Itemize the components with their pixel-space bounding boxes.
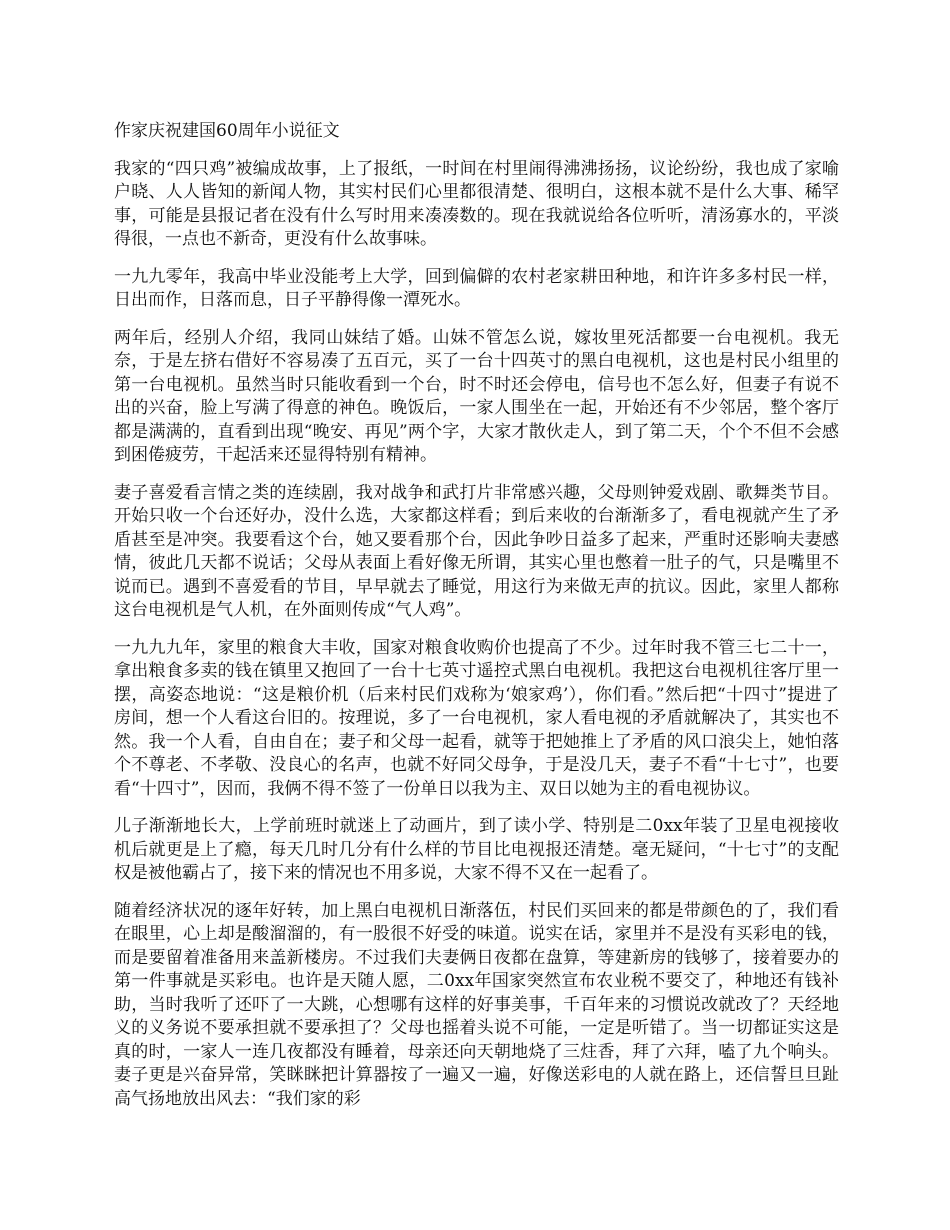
document-page xyxy=(114,120,839,1125)
paragraph-1: 我家的“四只鸡”被编成故事，上了报纸，一时间在村里闹得沸沸扬扬，议论纷纷，我也成了家喻户晓、人人皆知的新闻人物，其实村民们心里都很清楚、很明白，这根本就不是什么大事、稀罕事，可能是县报记者在没有什么写时用来凑凑数的。现在我就说给各位听听，清汤寡水的，平淡得很，一点也不新奇，更没有什么故事味。 xyxy=(114,158,839,249)
paragraph-4: 妻子喜爱看言情之类的连续剧，我对战争和武打片非常感兴趣，父母则钟爱戏剧、歌舞类节目。开始只收一个台还好办，没什么选，大家都这样看；到后来收的台渐渐多了，看电视就产生了矛盾甚至是冲突。我要看这个台，她又要看那个台，因此争吵日益多了起来，严重时还影响夫妻感情，彼此几天都不说话；父母从表面上看好像无所谓，其实心里也憋着一肚子的气，只是嘴里不说而已。遇到不喜爱看的节目，早早就去了睡觉，用这行为来做无声的抗议。因此，家里人都称这台电视机是气人机，在外面则传成“气人鸡”。 xyxy=(114,482,839,620)
paragraph-3: 两年后，经别人介绍，我同山妹结了婚。山妹不管怎么说，嫁妆里死活都要一台电视机。我无奈，于是左挤右借好不容易凑了五百元，买了一台十四英寸的黑白电视机，这也是村民小组里的第一台电视机。虽然当时只能收看到一个台，时不时还会停电，信号也不怎么好，但妻子有说不出的兴奋，脸上写满了得意的神色。晚饭后，一家人围坐在一起，开始还有不少邻居，整个客厅都是满满的，直看到出现“晚安、再见”两个字，大家才散伙走人，到了第二天，个个不但不会感到困倦疲劳，干起活来还显得特别有精神。 xyxy=(114,327,839,465)
paragraph-6: 儿子渐渐地长大，上学前班时就迷上了动画片，到了读小学、特别是二0xx年装了卫星电视接收机后就更是上了瘾，每天几时几分有什么样的节目比电视报还清楚。毫无疑问，“十七寸”的支配权是被他霸占了，接下来的情况也不用多说，大家不得不又在一起看了。 xyxy=(114,816,839,883)
paragraph-5: 一九九九年，家里的粮食大丰收，国家对粮食收购价也提高了不少。过年时我不管三七二十一，拿出粮食多卖的钱在镇里又抱回了一台十七英寸遥控式黑白电视机。我把这台电视机往客厅里一摆，高姿态地说：“这是粮价机（后来村民们戏称为‘娘家鸡’），你们看。”然后把“十四寸”提进了房间，想一个人看这台旧的。按理说，多了一台电视机，家人看电视的矛盾就解决了，其实也不然。我一个人看，自由自在；妻子和父母一起看，就等于把她推上了矛盾的风口浪尖上，她怕落个不尊老、不孝敬、没良心的名声，也就不好同父母争，于是没几天，妻子不看“十七寸”，也要看“十四寸”，因而，我俩不得不签了一份单日以我为主、双日以她为主的看电视协议。 xyxy=(114,637,839,799)
paragraph-7: 随着经济状况的逐年好转，加上黑白电视机日渐落伍，村民们买回来的都是带颜色的了，我们看在眼里，心上却是酸溜溜的，有一股很不好受的味道。说实在话，家里并不是没有买彩电的钱，而是要留着准备用来盖新楼房。不过我们夫妻俩日夜都在盘算，等建新房的钱够了，接着要办的第一件事就是买彩电。也许是天随人愿，二0xx年国家突然宣布农业税不要交了，种地还有钱补助，当时我听了还吓了一大跳，心想哪有这样的好事美事，千百年来的习惯说改就改了？天经地义的义务说不要承担就不要承担了？父母也摇着头说不可能，一定是听错了。当一切都证实这是真的时，一家人一连几夜都没有睡着，母亲还向天朝地烧了三炷香，拜了六拜，嗑了九个响头。妻子更是兴奋异常，笑眯眯把计算器按了一遍又一遍，好像送彩电的人就在路上，还信誓旦旦趾高气扬地放出风去：“我们家的彩 xyxy=(114,900,839,1109)
document-title: 作家庆祝建国60周年小说征文 xyxy=(114,121,340,141)
paragraph-2: 一九九零年，我高中毕业没能考上大学，回到偏僻的农村老家耕田种地，和许许多多村民一样，日出而作，日落而息，日子平静得像一潭死水。 xyxy=(114,266,839,310)
